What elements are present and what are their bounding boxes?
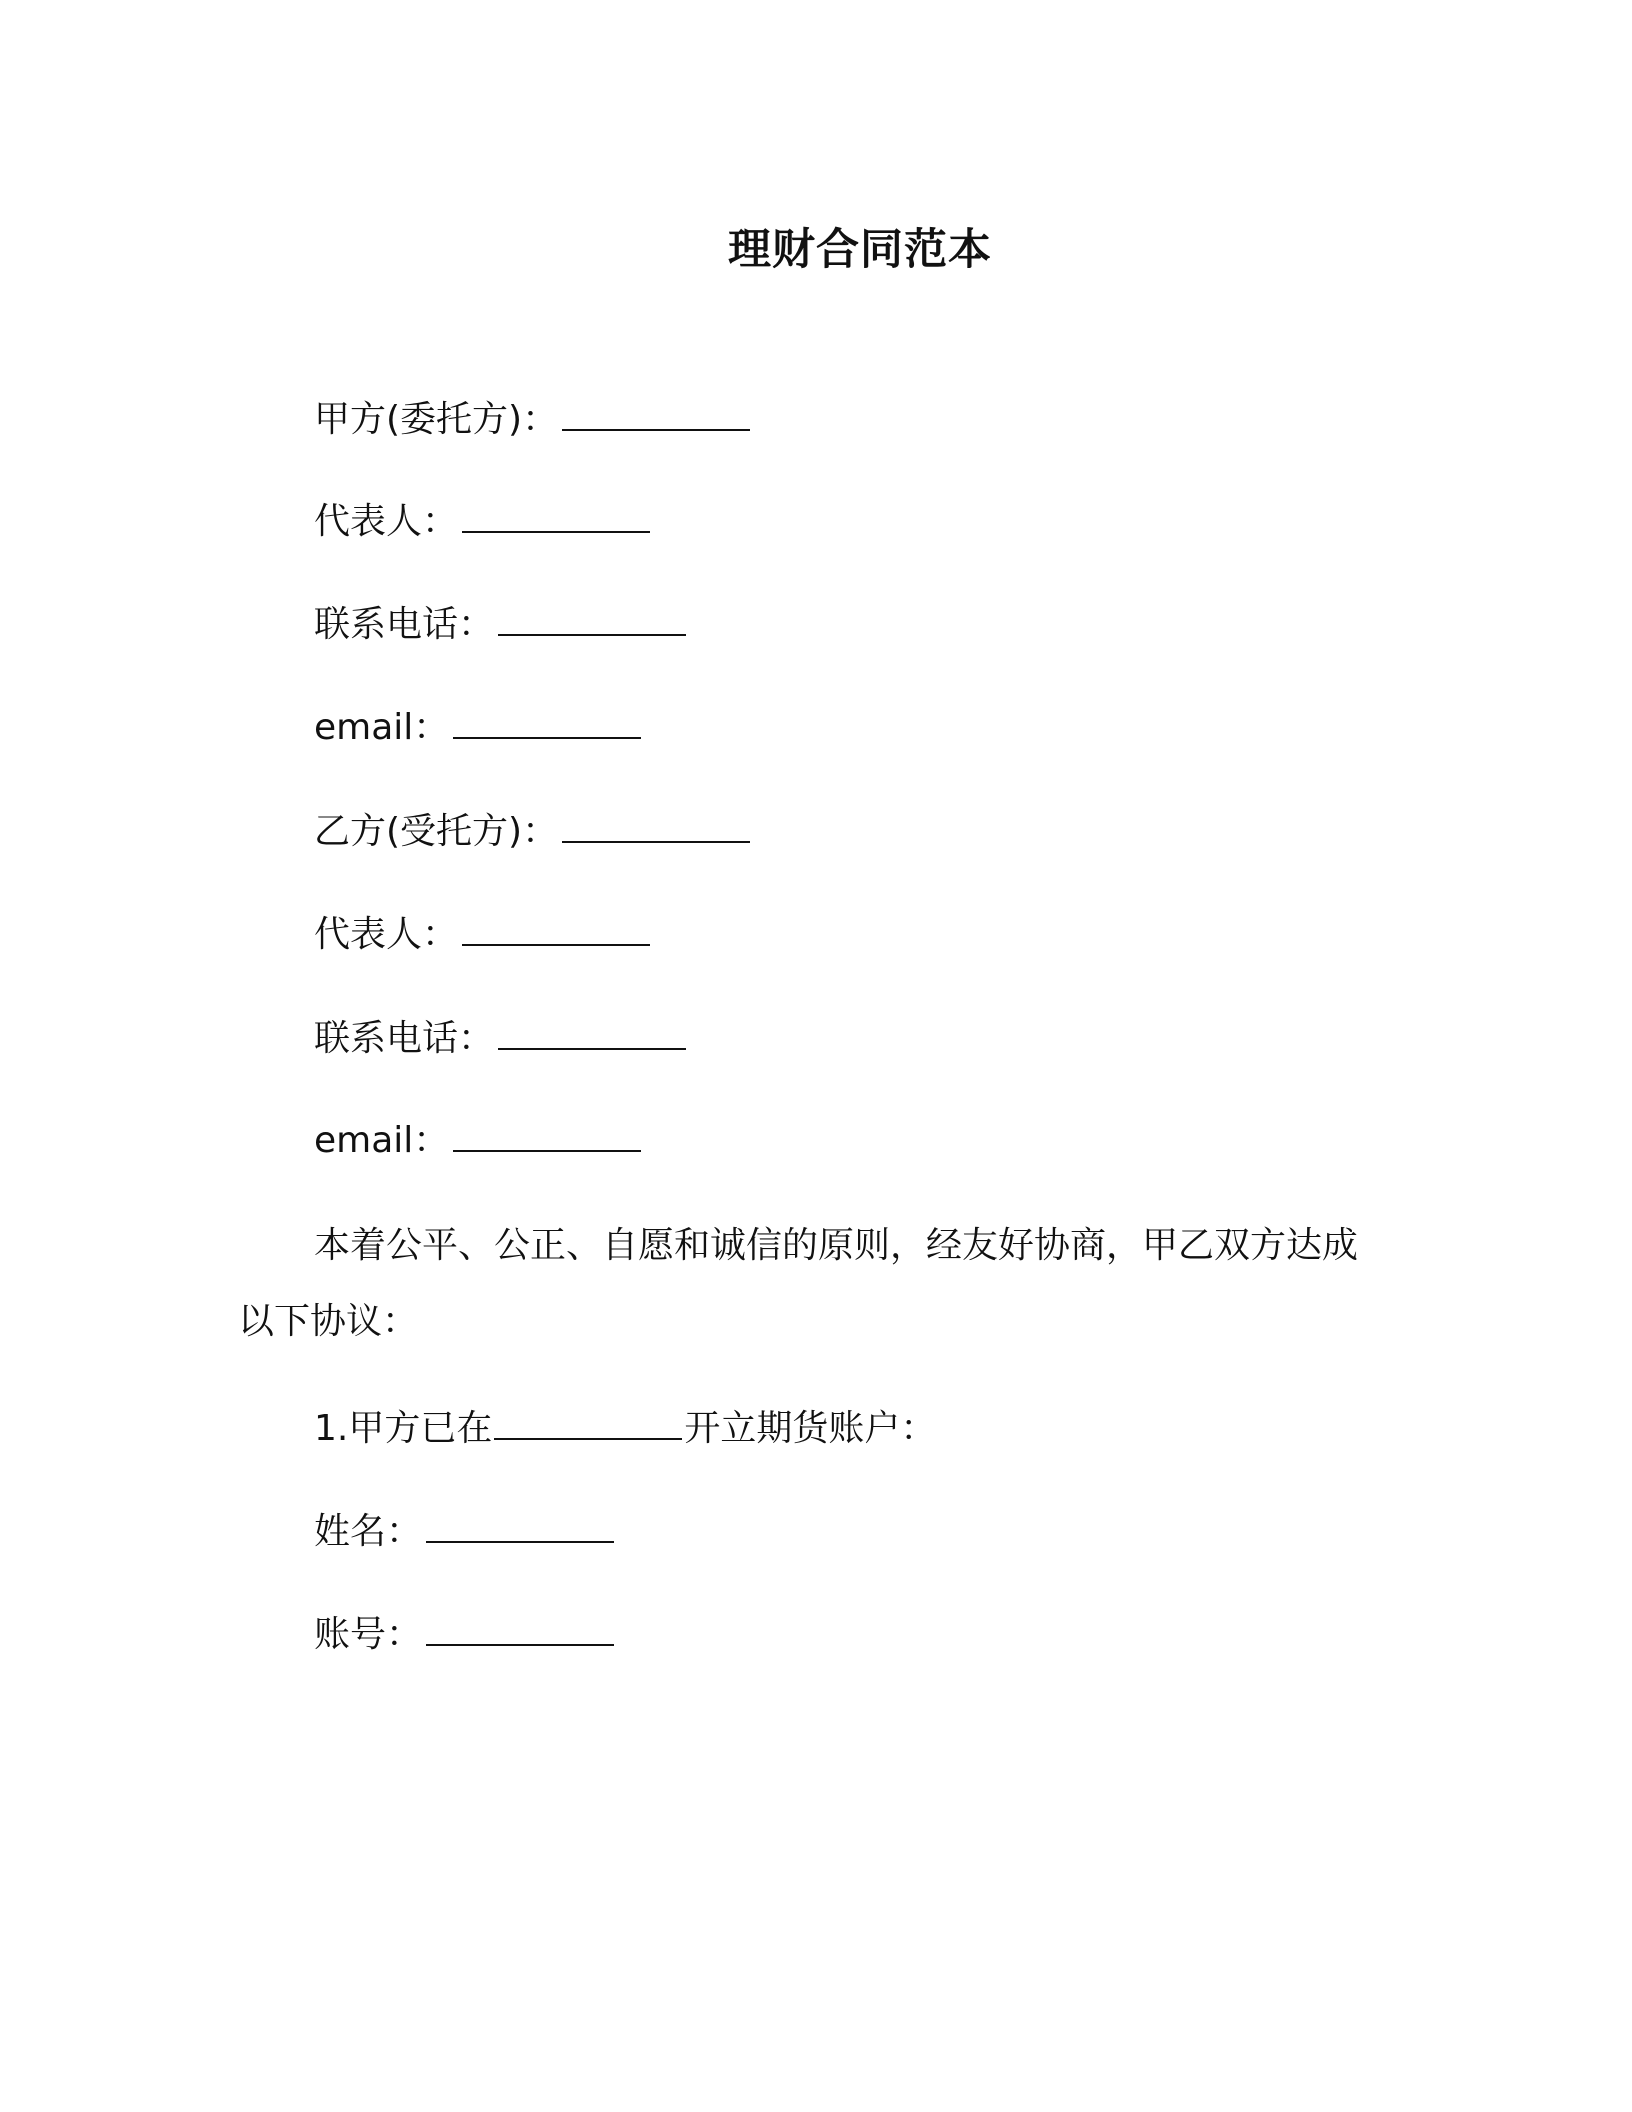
party-b-field bbox=[314, 808, 750, 856]
party-a-rep-label: 代表人： bbox=[314, 501, 459, 542]
party-b-rep-field bbox=[314, 911, 650, 959]
party-b-email-field bbox=[314, 1117, 641, 1165]
account-name-label: 姓名： bbox=[314, 1511, 423, 1552]
document-title: 理财合同范本 bbox=[728, 225, 992, 275]
party-b-rep-label: 代表人： bbox=[314, 914, 459, 955]
party-b-phone-field bbox=[314, 1015, 686, 1063]
party-b-email-label: email： bbox=[314, 1120, 450, 1161]
clause-1-suffix: 开立期货账户： bbox=[684, 1408, 937, 1449]
party-a-phone-blank[interactable] bbox=[498, 604, 686, 636]
account-number-blank[interactable] bbox=[426, 1614, 614, 1646]
party-b-blank[interactable] bbox=[562, 811, 750, 843]
party-a-email-field bbox=[314, 704, 641, 752]
account-number-label: 账号： bbox=[314, 1614, 423, 1655]
account-name-field bbox=[314, 1508, 614, 1556]
intro-paragraph: 本着公平、公正、自愿和诚信的原则，经友好协商，甲乙双方达成以下协议： bbox=[238, 1225, 1359, 1342]
party-a-email-label: email： bbox=[314, 707, 450, 748]
party-b-rep-blank[interactable] bbox=[462, 914, 650, 946]
party-a-phone-field bbox=[314, 601, 686, 649]
party-b-phone-label: 联系电话： bbox=[314, 1018, 495, 1059]
party-a-field bbox=[314, 396, 750, 444]
clause-1 bbox=[314, 1405, 936, 1453]
account-name-blank[interactable] bbox=[426, 1511, 614, 1543]
party-a-email-blank[interactable] bbox=[453, 707, 641, 739]
party-a-rep-blank[interactable] bbox=[462, 501, 650, 533]
clause-1-prefix: 1.甲方已在 bbox=[314, 1408, 493, 1449]
party-a-rep-field bbox=[314, 498, 650, 546]
party-a-label: 甲方(委托方)： bbox=[314, 399, 559, 440]
party-b-email-blank[interactable] bbox=[453, 1120, 641, 1152]
party-a-blank[interactable] bbox=[562, 399, 750, 431]
party-b-label: 乙方(受托方)： bbox=[314, 811, 559, 852]
clause-1-blank[interactable] bbox=[494, 1408, 682, 1440]
account-number-field bbox=[314, 1611, 614, 1659]
party-b-phone-blank[interactable] bbox=[498, 1018, 686, 1050]
party-a-phone-label: 联系电话： bbox=[314, 604, 495, 645]
